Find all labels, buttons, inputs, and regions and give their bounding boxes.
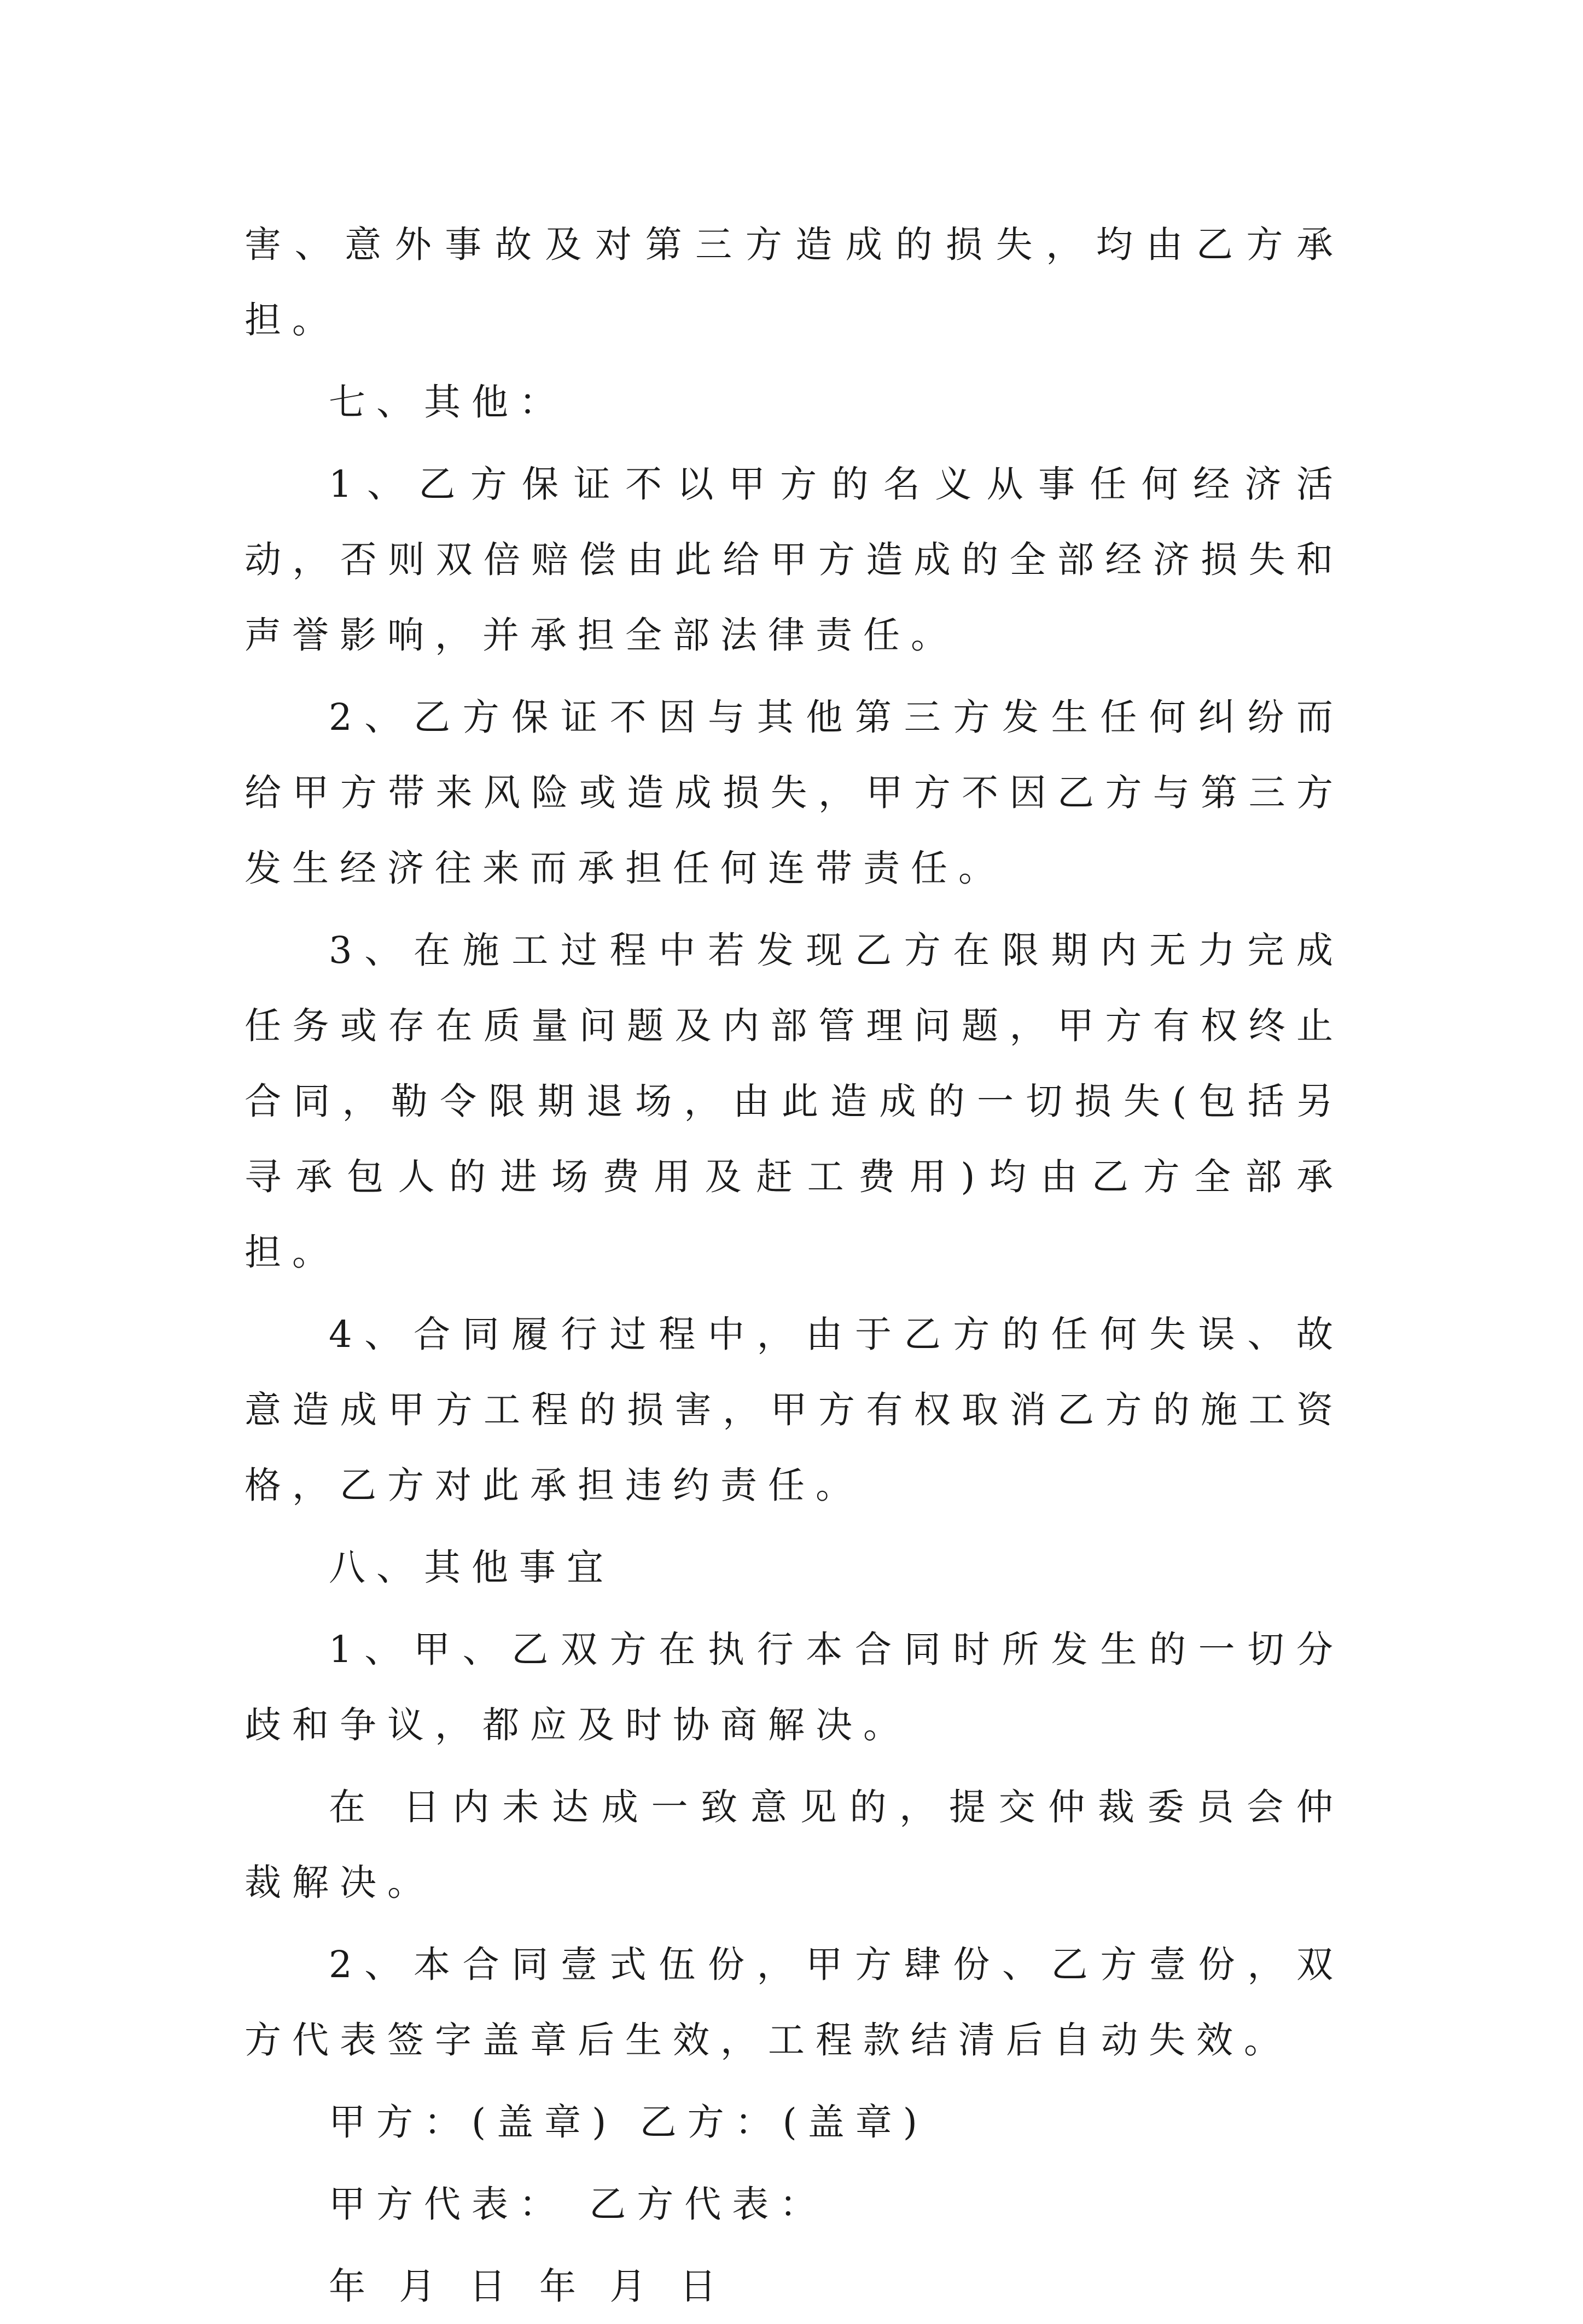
clause-7-4: 4、合同履行过程中，由于乙方的任何失误、故意造成甲方工程的损害，甲方有权取消乙方的施工资格，乙方对此承担违约责任。 [245,1313,1344,1507]
section-heading-other: 七、其他： [329,381,567,423]
signature-seal-line: 甲方：(盖章) 乙方：(盖章) [329,2101,928,2143]
contract-body [245,207,1344,2324]
clause-8-2: 2、本合同壹式伍份，甲方肆份、乙方壹份，双方代表签字盖章后生效，工程款结清后自动失效。 [245,1943,1344,2061]
clause-7-3: 3、在施工过程中若发现乙方在限期内无力完成任务或存在质量问题及内部管理问题，甲方有权终止合同，勒令限期退场，由此造成的一切损失(包括另寻承包人的进场费用及赶工费用)均由乙方全部承担。 [245,929,1344,1274]
section-heading-other-matters: 八、其他事宜 [329,1546,614,1589]
signature-date-line: 年 月 日 年 月 日 [329,2265,728,2308]
paragraph-continuation: 害、意外事故及对第三方造成的损失，均由乙方承担。 [245,223,1344,341]
signature-representative-line: 甲方代表： 乙方代表： [329,2183,828,2226]
clause-7-2: 2、乙方保证不因与其他第三方发生任何纠纷而给甲方带来风险或造成损失，甲方不因乙方与第三方发生经济往来而承担任何连带责任。 [245,696,1344,890]
clause-7-1: 1、乙方保证不以甲方的名义从事任何经济活动，否则双倍赔偿由此给甲方造成的全部经济损失和声誉影响，并承担全部法律责任。 [245,463,1344,656]
clause-8-1-arbitration: 在 日内未达成一致意见的，提交仲裁委员会仲裁解决。 [245,1786,1344,1904]
clause-8-1: 1、甲、乙双方在执行本合同时所发生的一切分歧和争议，都应及时协商解决。 [245,1628,1344,1746]
